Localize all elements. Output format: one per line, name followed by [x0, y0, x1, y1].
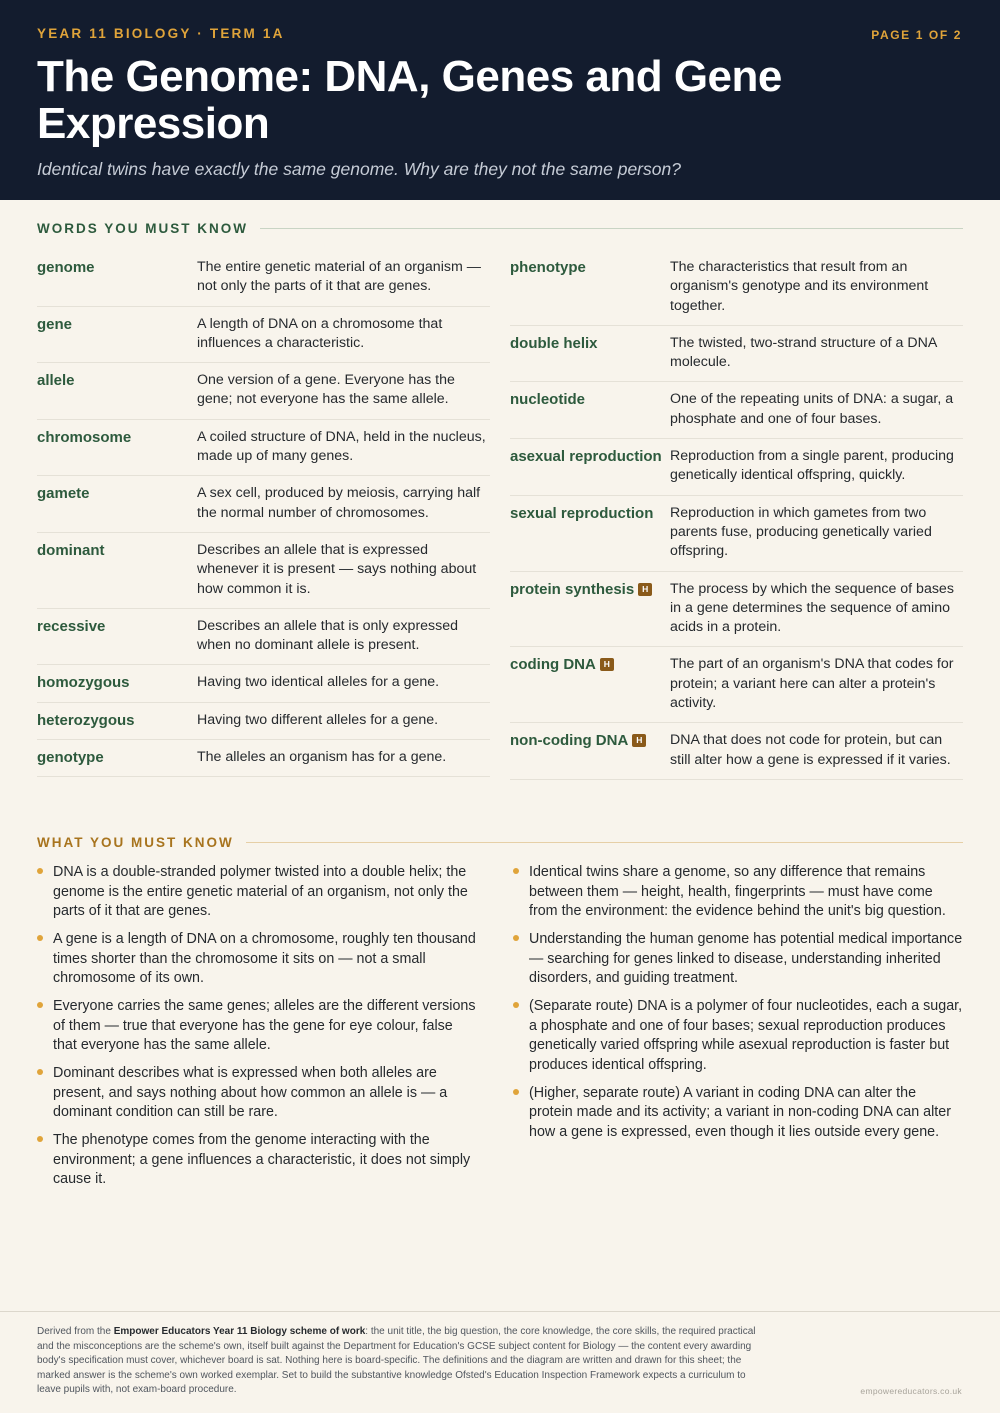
glossary-term: [510, 655, 670, 713]
glossary-definition: The entire genetic material of an organism — not only the parts of it that are genes.: [197, 259, 481, 295]
glossary-term: [510, 334, 670, 373]
glossary-term: [510, 504, 670, 562]
footer-source: Empower Educators Year 11 Biology scheme of work: [113, 1326, 366, 1337]
knowledge-list-left: [37, 863, 477, 1198]
glossary-right-column: [510, 250, 963, 780]
bullet-dot-icon: [513, 1089, 519, 1095]
glossary-definition: One of the repeating units of DNA: a sugar, a phosphate and one of four bases.: [670, 391, 954, 427]
knowledge-point-text: DNA is a double-stranded polymer twisted into a double helix; the genome is the entire genetic material of an organism, not only the parts of it that are genes.: [53, 864, 468, 919]
glossary-definition: Having two identical alleles for a gene.: [197, 674, 440, 691]
glossary-term-text: recessive: [37, 617, 106, 635]
glossary-row: [510, 439, 963, 496]
knowledge-point: [37, 1064, 477, 1123]
glossary-term-text: chromosome: [37, 428, 132, 446]
glossary-term-text: protein synthesis: [510, 580, 635, 598]
glossary-term-text: dominant: [37, 541, 105, 559]
glossary-term-text: heterozygous: [37, 711, 135, 729]
glossary-definition: A coiled structure of DNA, held in the nucleus, made up of many genes.: [197, 428, 486, 465]
footer-divider: [0, 1311, 1000, 1312]
knowledge-point-text: Identical twins share a genome, so any difference that remains between them — height, health, fingerprints — must have come from the environment: the evidence behind the unit's big question.: [529, 864, 946, 919]
knowledge-list-right: [513, 863, 963, 1151]
glossary-row: [37, 740, 490, 777]
glossary-row: [37, 533, 490, 609]
glossary-term-text: double helix: [510, 334, 598, 352]
glossary-term: [37, 711, 197, 730]
glossary-row: [37, 363, 490, 420]
glossary-definition: A length of DNA on a chromosome that influences a characteristic.: [197, 315, 443, 351]
knowledge-point: [513, 1084, 963, 1143]
bullet-dot-icon: [513, 1002, 519, 1008]
glossary-term: [37, 617, 197, 656]
glossary-term: [37, 748, 197, 767]
glossary-term-text: nucleotide: [510, 391, 586, 409]
glossary-row: [37, 307, 490, 364]
bullet-dot-icon: [37, 868, 43, 874]
bullet-dot-icon: [37, 1002, 43, 1008]
glossary-row: [510, 647, 963, 723]
glossary-term: [510, 447, 670, 486]
glossary-row: [37, 665, 490, 702]
knowledge-point-text: The phenotype comes from the genome interacting with the environment; a gene influences a characteristic, it does not simply cause it.: [53, 1132, 471, 1187]
glossary-term: [510, 731, 670, 770]
glossary-term-text: gene: [37, 315, 73, 333]
glossary-row: [510, 326, 963, 383]
bullet-dot-icon: [37, 1069, 43, 1075]
glossary-term-text: non-coding DNA: [510, 732, 629, 750]
glossary-definition: The part of an organism's DNA that codes for protein; a variant here can alter a protein's activity.: [670, 656, 954, 712]
section-divider: [246, 842, 963, 843]
glossary-row: [37, 250, 490, 307]
knowledge-point-text: Dominant describes what is expressed when both alleles are present, and says nothing about how common an allele is — a dominant condition can still be rare.: [53, 1065, 448, 1120]
glossary-definition: The twisted, two-strand structure of a DNA molecule.: [670, 334, 937, 371]
page-header: [0, 0, 1000, 200]
knowledge-point-text: Understanding the human genome has potential medical importance — searching for genes linked to disease, understanding inherited disorders, and guiding treatment.: [529, 931, 963, 986]
glossary-row: [510, 496, 963, 572]
bullet-dot-icon: [513, 935, 519, 941]
glossary-term-text: homozygous: [37, 674, 130, 692]
glossary-definition: Describes an allele that is expressed whenever it is present — says nothing about how common it is.: [197, 541, 477, 597]
glossary-row: [37, 703, 490, 740]
glossary-left-column: [37, 250, 490, 777]
glossary-term-text: coding DNA: [510, 656, 596, 674]
knowledge-point: [37, 863, 477, 922]
knowledge-point: [37, 1131, 477, 1190]
glossary-term-text: asexual reproduction: [510, 448, 662, 466]
knowledge-point: [37, 997, 477, 1056]
words-heading-label: WORDS YOU MUST KNOW: [37, 221, 248, 236]
glossary-term-text: allele: [37, 372, 75, 390]
glossary-row: [510, 250, 963, 326]
knowledge-point-text: (Higher, separate route) A variant in coding DNA can alter the protein made and its activity; a variant in non-coding DNA can alter how a gene is expressed, even though it lies outside every gene.: [529, 1084, 951, 1140]
knowledge-point: [513, 930, 963, 989]
glossary-definition: Describes an allele that is only expressed when no dominant allele is present.: [197, 617, 459, 654]
bullet-dot-icon: [37, 935, 43, 941]
higher-tier-badge: H: [600, 658, 614, 671]
glossary-term: [37, 428, 197, 467]
glossary-term-text: genome: [37, 259, 95, 276]
glossary-term: [37, 258, 197, 297]
glossary-definition: A sex cell, produced by meiosis, carrying half the normal number of chromosomes.: [197, 485, 481, 521]
glossary-term: [37, 315, 197, 354]
glossary-term: [37, 484, 197, 523]
glossary-term-text: phenotype: [510, 259, 586, 276]
higher-tier-badge: H: [632, 734, 646, 747]
page-title: The Genome: DNA, Genes and Gene Expression: [37, 52, 782, 148]
glossary-row: [510, 572, 963, 648]
knowledge-point-text: A gene is a length of DNA on a chromosome, roughly ten thousand times shorter than the chromosome it sits on — not a small chromosome of its own.: [53, 931, 476, 986]
glossary-term: [37, 541, 197, 599]
knowledge-point-text: Everyone carries the same genes; alleles are the different versions of them — true that everyone has the gene for eye colour, false that everyone has the same allele.: [53, 998, 476, 1053]
glossary-definition: The process by which the sequence of bases in a gene determines the sequence of amino acids in a protein.: [670, 580, 954, 636]
words-section-heading: [37, 221, 963, 236]
glossary-term-text: gamete: [37, 485, 90, 503]
glossary-term-text: genotype: [37, 749, 104, 767]
glossary-row: [510, 723, 963, 780]
glossary-definition: DNA that does not code for protein, but can still alter how a gene is expressed if it varies.: [670, 732, 951, 768]
know-heading-label: WHAT YOU MUST KNOW: [37, 835, 234, 850]
glossary-definition: Having two different alleles for a gene.: [197, 711, 439, 728]
glossary-term: [37, 673, 197, 692]
knowledge-point: [513, 863, 963, 922]
glossary-term: [37, 371, 197, 410]
bullet-dot-icon: [513, 868, 519, 874]
higher-tier-badge: H: [638, 583, 652, 596]
glossary-definition: Reproduction from a single parent, producing genetically identical offspring, quickly.: [670, 448, 954, 484]
footer-prefix: Derived from the: [37, 1326, 114, 1337]
glossary-term: [510, 258, 670, 316]
footer-website: empowereducators.co.uk: [860, 1386, 962, 1396]
knowledge-point: [513, 997, 963, 1075]
know-section-heading: [37, 835, 963, 850]
glossary-term: [510, 580, 670, 638]
glossary-term: [510, 390, 670, 429]
glossary-definition: One version of a gene. Everyone has the gene; not everyone has the same allele.: [197, 372, 455, 408]
glossary-row: [37, 420, 490, 477]
glossary-definition: The characteristics that result from an organism's genotype and its environment together.: [670, 259, 929, 314]
footer-note: [37, 1325, 757, 1398]
glossary-term-text: sexual reproduction: [510, 504, 654, 522]
footer-body: : the unit title, the big question, the core knowledge, the core skills, the required practical and the misconceptions are the scheme's own, itself built against the Department for Education's GCSE subject content for Biology — the content every awarding body's specification must cover, whichever board is sat. Nothing here is board-specific. The definitions and the diagram are written and drawn for this sheet; the marked answer is the scheme's own worked exemplar. Set to build the substantive knowledge Ofsted's Education Inspection Framework expects a curriculum to leave pupils with, not exam-board procedure.: [37, 1326, 756, 1396]
page-number: PAGE 1 OF 2: [871, 28, 962, 42]
section-divider: [260, 228, 963, 229]
bullet-dot-icon: [37, 1136, 43, 1142]
glossary-row: [37, 609, 490, 666]
glossary-definition: Reproduction in which gametes from two parents fuse, producing genetically varied offspring.: [670, 504, 932, 560]
glossary-row: [37, 476, 490, 533]
glossary-definition: The alleles an organism has for a gene.: [197, 749, 447, 766]
knowledge-point-text: (Separate route) DNA is a polymer of four nucleotides, each a sugar, a phosphate and one of four bases; sexual reproduction produces genetically varied offspring while asexual reproduction is faster but produces identical offspring.: [529, 998, 963, 1073]
glossary-row: [510, 382, 963, 439]
course-kicker: YEAR 11 BIOLOGY · TERM 1A: [37, 26, 285, 41]
big-question: Identical twins have exactly the same genome. Why are they not the same person?: [37, 159, 681, 179]
knowledge-point: [37, 930, 477, 989]
